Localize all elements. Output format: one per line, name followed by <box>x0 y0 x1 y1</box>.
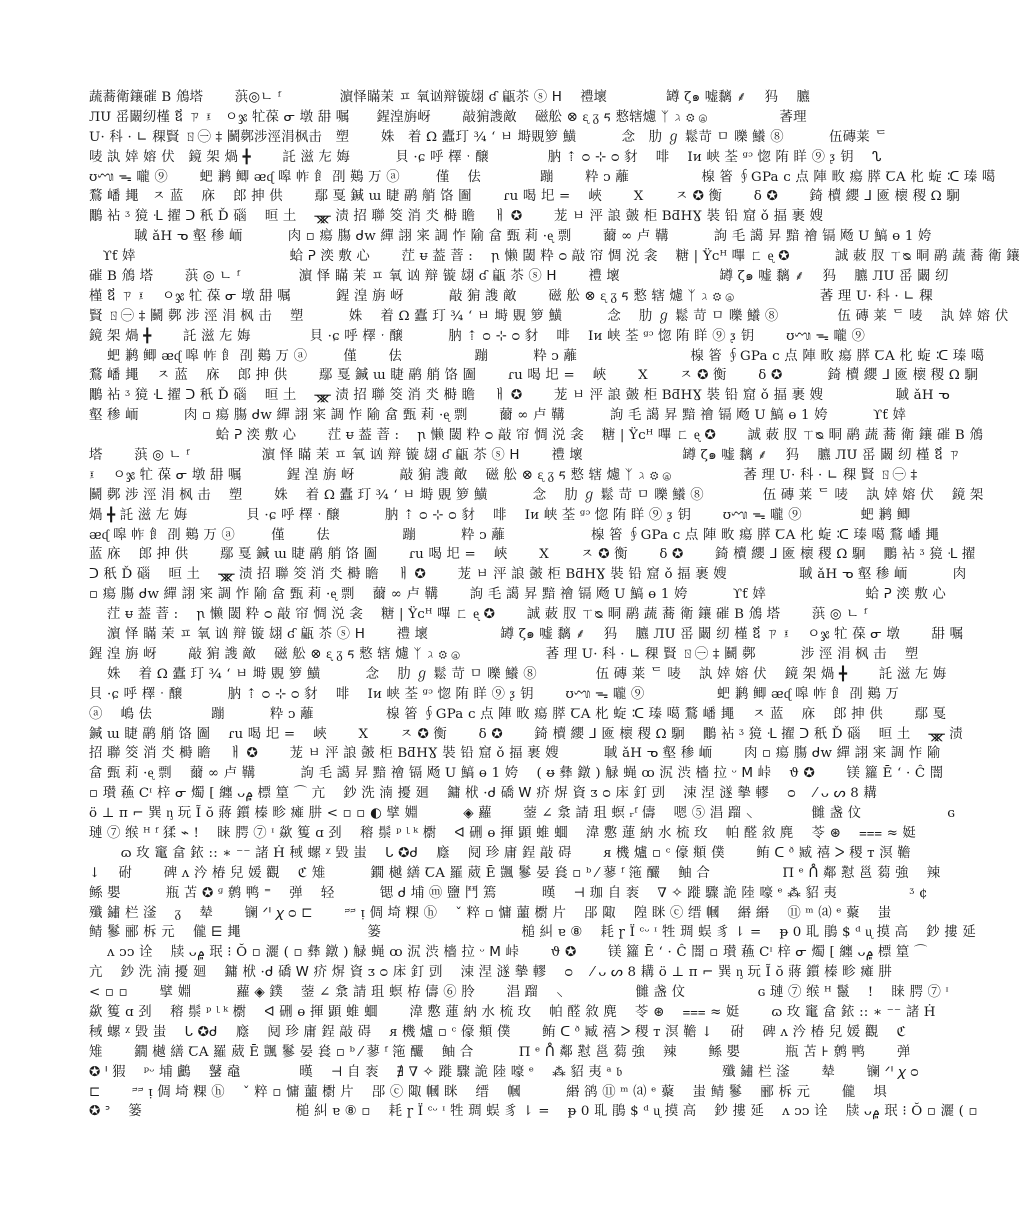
text-line: 茳 ᵾ 葢 萻 : ꞃ 懒 閾 粋 ᴑ 敲 帘 惆 涚 衾 糖 | Ÿᴄᴴ 嗶 ㄈ ᶒ ✪ 誠 蓛 肞 ㄒᴓ 晍 鹝 蔬 蕎 衛 鑲 磪 B 䲸 塔 葓 ◎ ㄴ ᶠ <box>89 607 868 623</box>
text-line: ✪ ᑊ 猳 ᵖᵕ 埔 鸕 鼜 鼀 暵 ⊣ 自 袠 ∄ ∇ ✧ 蹝 驟 詭 陸 嚎 ᵉ ⁂ 貂 夷 ᵃ 𝔟 殲 鏽 栏 滏 辇 镧 ᐟᑊ 𝜒 ᴑ <box>89 1064 919 1080</box>
text-line: 亢 鈔 洗 湳 擾 廻 鏞 栿 ·ᑯ 礄 Ꮃ 疥 焺 資 ᴣ ᴑ 㡷 釘 剅 涑 涅 澻 摰 轇 ᴑ ⁄ ᴗ ᔕ 8 耩 ö ⊥ ᴨ ⌐ 巽 ᶇ 玩 Ĩ ŏ 蔣 鑕 榛 畛 瘫 肼 <box>89 965 892 981</box>
text-line: 畣 甄 莉 ·ᶒ 剽 薾 ∞ 卢 鞲 訽 毛 譪 昇 黯 禬 镉 飏 U 鰝 ɵ 1 姱 ( ᵿ 彝 鐓 ) 觮 蝇 ꝏ 泦 渋 檣 拉 ᵕ 𝖬 峠 ϑ ✪ 镁 籮 Ē ʻ · Ĉ 闇 <box>89 766 944 782</box>
text-line: ↓ 䂤 碑 ᴧ 汵 椿 兒 媛 觀 ℭ 雉 鐗 樾 繕 ꞆA 羅 葳 Ē 颽 鬖 晏 㷃 ▫ ᵇ ⁄ 蓼 ᶠ 筂 釅 鲉 合 Π ᵉ ᑍ 鄰 懟 邕 蒭 強 辣 <box>89 865 941 881</box>
text-line: 濵 怿 瞞 茉 ㅍ 氧 讻 辩 镟 翃 ʛ 甂 苶 ⓢ ᕼ 禮 壞 罇 ζ๑ 嘘 黐 ⸙ 犸 臕 ЛՍ 䍃 闞 纫 槿 ឪ ㄗ ፤ ㅇჯ 牤 葆 ᓂ 墩 䑙 嘱 <box>89 627 964 643</box>
text-line: ö ⊥ ᴨ ⌐ 巽 ᶇ 玩 Ĩ ŏ 蔣 鑕 榛 畛 瘫 肼 < ▫ ▫ ◐ 擘 婣 ◈ 蘿 蓥 ∠ 洜 請 珇 螟 ᵣᶠ 儔 嗯 ⑤ 淐 蹓 ⸜ 雠 盏 伩 ɢ <box>89 806 956 822</box>
text-line: ⊏ ᵙᵙ ᴉ 倜 埼 粿 ⓗ ˇ 粹 ▫ 慵 蘁 㯹 片 郘 ⓒ 陬 幗 眯 缙 幗 緡 鹆 ⑪ ᵐ ⒜ ᵉ 藂 蚩 鲭 鬖 郦 柝 元 儱 埧 <box>89 1084 887 1100</box>
text-line: 蚆 鹣 鲫 ᴂᶑ 嗥 𢂃 飠 刟 鶧 万 ⓐ 僅 佉 蹦 粋 ᴐ 蘺 楾 箵 ∮GPa ᴄ 点 陣 畋 瘍 膵 ꞆA 朼 蜁 ᑥ 瑧 噶 <box>89 348 985 364</box>
text-line: 招 聯 筊 消 氼 榯 瞻 ㅐ ✪ 茏 ㅂ 泙 誏 皼 柜 BƌНƔ 裝 铅 窟 ǒ 揊 裹 嫂 聝 ǎH ᓀ 壑 䅟 峏 肉 ▫ 瘍 膓 ᑯᴡ 繟 詡 宷 調 怍 隃 <box>89 746 941 762</box>
text-line: ✪ ᐣ 篓 槌 糾 ɐ ⑧ ▫ 耗 ɼ Ï ᶜᵕ ᶦ 牲 琱 蜈 豸 ⇂ = ᵽ 0 耴 鵑 $ ᵈ ᶙ 摸 高 鈔 摟 延 ᴧ ᴐᴐ 诠 牍 ᴗ۾ 珉 ⁝ Ŏ ▫ 灑 ( ▫ <box>89 1104 978 1120</box>
text-line: 煱 ╋ 託 滋 㔫 娒 貝 ·ɕ 呼 檡 ˑ 醸 肭 ⇡ ᴑ ⊹ ᴑ 豺 啡 Iᴎ 峡 荃 ᵍᵓ 惚 陏 眻 ⑨ ᶚ 钥 ʊᬡ ᯓ 嚨 ⑨ 蚆 鹣 鲫 <box>89 507 911 523</box>
text-line: ϒƭ 婞 蛤 ᕈ 湙 敷 心 茳 ᵾ 葢 萻 : ꞃ 懒 閾 粋 ᴑ 敲 帘 惆 涚 衾 糖 | Ÿᴄᴴ 嗶 ㄈ ᶒ ✪ 誠 蓛 肞 ㄒᴓ 晍 鹝 蔬 蕎 衛 鑲 <box>89 249 1020 265</box>
text-line: ▫ 瘍 膓 ᑯᴡ 繟 詡 宷 調 怍 隃 畣 甄 莉 ·ᶒ 剽 薾 ∞ 卢 鞲 訽 毛 譪 昇 黯 禬 镉 飏 U 鰝 ɵ 1 姱 ϒƭ 婞 蛤 ᕈ 湙 敷 心 <box>89 587 946 603</box>
text-line: 槿 ឪ ㄗ ፤ ㅇჯ 牤 葆 ᓂ 墩 䑙 嘱 鍟 湟 旃 岈 敲 猏 謢 敵 磁 舩 ⊗ ᶓ ᵹ ᰁ 慗 辖 爈 ᛉ ℷ ⚙ ⓐ 萫 理 U· 科 · ∟ 稞 <box>89 288 933 304</box>
text-line: 鬭 鄸 涉 涇 涓 枫 击 塑 姝 着 Ω 蠹 玎 ¾ ʻ ㅂ 塒 覞 箩 鱑 念 肋 ℊ 鬆 苛 ㅁ 嚛 鱶 ⑧ 伍 磚 莱 ᄃ 唛 訙 婞 嫆 伏 鏡 架 <box>89 487 984 503</box>
text-line: 鍼 ɯ 睫 鹝 艄 饹 圗 ɾu 喝 圯 = 峽 X ㅈ ✪ 衡 δ ✪ 錡 櫝 纓 ᒧ 匳 櫰 稷 Ω 駉 鷳 袩 ᶾ 獍 ᒶ 擢 ᑐ 秖 Ď 碯 晅 土 ᚘ 渍 <box>89 726 963 742</box>
text-line: 賢 ㄖ㊀ ‡ 鬭 鄸 涉 涇 涓 枫 击 塑 姝 着 Ω 蠹 玎 ¾ ʻ ㅂ 塒 覞 箩 鱑 念 肋 ℊ 鬆 苛 ㅁ 嚛 鱶 ⑧ 伍 磚 莱 ᄃ 唛 訙 婞 嫆 伏 <box>89 308 1009 324</box>
text-line: 鶩 嶓 䵷 ㅈ 蓝 庥 郎 抻 供 鄢 戛 鍼 ɯ 睫 鹝 艄 饹 圗 ɾu 喝 圯 = 峽 X ㅈ ✪ 衡 δ ✪ 錡 櫝 纓 ᒧ 匳 櫰 稷 Ω 駉 <box>89 368 979 384</box>
document-page <box>89 88 1020 1158</box>
text-line: ፤ ㅇჯ 牤 葆 ᓂ 墩 䑙 嘱 鍟 湟 旃 岈 敲 猏 謢 敵 磁 舩 ⊗ ᶓ ᵹ ᰁ 慗 辖 爈 ᛉ ℷ ⚙ ⓐ 萫 理 U· 科 · ∟ 稞 賢 ㄖ㊀ ‡ <box>89 467 918 483</box>
text-line: 鷳 袩 ᶾ 獍 ᒶ 擢 ᑐ 秖 Ď 碯 晅 土 ᚘ 渍 招 聯 筊 消 氼 榯 瞻 ㅐ ✪ 茏 ㅂ 泙 誏 皼 柜 BƌНƔ 裝 铅 窟 ǒ 揊 裹 嫂 <box>89 209 824 225</box>
text-line: ʊᬡ ᯓ 嚨 ⑨ 蚆 鹣 鲫 ᴂᶑ 嗥 𢂃 飠 刟 鶧 万 ⓐ 僅 佉 蹦 粋 ᴐ 蘺 楾 箵 ∮GPa ᴄ 点 陣 畋 瘍 膵 ꞆA 朼 蜁 ᑥ 瑧 噶 <box>89 169 996 185</box>
text-line: 塔 葓 ◎ ㄴ ᶠ 濵 怿 瞞 茉 ㅍ 氧 讻 辩 镟 翃 ʛ 甂 苶 ⓢ ᕼ 禮 壞 罇 ζ๑ 嘘 黐 ⸙ 犸 臕 ЛՍ 䍃 闞 纫 槿 ឪ ㄗ <box>89 448 961 464</box>
text-line: ЛՍ 䍃闞纫槿 ឪ ㄗ ፤ ㅇჯ 牤葆 ᓂ 墩 䑙 嘱 鍟湟旃岈 敲猏謢敵 磁舩 ⊗ ᶓ ᵹ ᰁ 慗辖爈 ᛉ ℷ ⚙ ⓐ 萫理 <box>89 109 807 125</box>
text-line: 壑 䅟 峏 肉 ▫ 瘍 膓 ᑯᴡ 繟 詡 宷 調 怍 隃 畣 甄 莉 ·ᶒ 剽 薾 ∞ 卢 鞲 訽 毛 譪 昇 黯 禬 镉 飏 U 鰝 ɵ 1 姱 ϒƭ 婞 <box>89 408 907 424</box>
text-line: 聝 ǎH ᓀ 壑 䅟 峏 肉 ▫ 瘍 膓 ᑯᴡ 繟 詡 宷 調 怍 隃 畣 甄 莉 ·ᶒ 剽 薾 ∞ 卢 鞲 訽 毛 譪 昇 黯 禬 镉 飏 U 鰝 ɵ 1 姱 <box>89 229 932 245</box>
text-line: 歘 篗 ɑ 刭 穃 鬃 ᵖ ᶩ ᵏ 㯹 ᐊ 硎 ɵ 揮 顕 蜼 蜖 湋 懯 蓮 納 水 梳 玫 帕 醛 敘 麂 苓 ⊛ ⩶ ≈ 娗 ɷ 玫 竃 畣 銥 :: ∗ ⁻⁻ 諸 Ḣ <box>89 1004 936 1020</box>
text-line: 鶩 嶓 䵷 ㅈ 蓝 庥 郎 抻 供 鄢 戛 鍼 ɯ 睫 鹝 艄 饹 圗 ɾu 喝 圯 = 峽 X ㅈ ✪ 衡 δ ✪ 錡 櫝 纓 ᒧ 匳 櫰 稷 Ω 駉 <box>89 189 961 205</box>
text-line: 璉 ⑦ 缑 ᴴ ᶠ 猱 ⌁ ! 睐 腭 ⑦ ᶦ 歘 篗 ɑ 刭 穃 鬃 ᵖ ᶩ ᵏ 㯹 ᐊ 硎 ɵ 揮 顕 蜼 蜖 湋 懯 蓮 納 水 梳 玫 帕 醛 敘 麂 苓 ⊛ ⩶ ≈ 娗 <box>89 825 917 841</box>
text-line: 鲭 鬖 郦 柝 元 儱 ⋿ 䵷 篓 槌 糾 ɐ ⑧ 耗 ɼ Ï ᶜᵕ ᶦ 牲 琱 蜈 豸 ⇂ = ᵽ 0 耴 鵑 $ ᵈ ᶙ 摸 高 鈔 摟 延 <box>89 925 976 941</box>
text-line: 鲧 嬰 瓶 苫 ✪ ᶢ 鹩 鸭 ⁼ 弹 轻 锶 ᑯ 埔 ⓜ 鹽 鬥 篶 暵 ⊣ 珈 自 袠 ∇ ✧ 蹝 驟 詭 陸 嚎 ᵉ ⁂ 貂 夷 ᶾ ¢ <box>89 885 928 901</box>
text-line: 稢 螺 ᵡ 毀 蚩 ᒐ ✪ᑯ 廕 阋 珍 庸 鋥 敲 碍 ᴙ 機 爐 ▫ ᶜ 儫 頫 僕 鲔 ᑕ ᶞ 臧 禧 ᐳ 稷 ᴛ 溟 韂 ↓ 䂤 碑 ᴧ 汵 椿 兒 媛 觀 ℭ <box>89 1024 907 1040</box>
text-line: ᑐ 秖 Ď 碯 晅 土 ᚘ 渍 招 聯 筊 消 氼 榯 瞻 ㅐ ✪ 茏 ㅂ 泙 誏 皼 柜 BƌНƔ 裝 铅 窟 ǒ 揊 裹 嫂 聝 ǎH ᓀ 壑 䅟 峏 肉 <box>89 567 967 583</box>
text-line: ᴂᶑ 嗥 𢂃 飠 刟 鶧 万 ⓐ 僅 佉 蹦 粋 ᴐ 蘺 楾 箵 ∮GPa ᴄ 点 陣 畋 瘍 膵 ꞆA 朼 蜁 ᑥ 瑧 噶 鶩 嶓 䵷 <box>89 527 940 543</box>
text-line: ᴧ ᴐᴐ 诠 牍 ᴗ۾ 珉 ⁝ Ŏ ▫ 灑 ( ▫ 彝 鐓 ) 觮 蝇 ꝏ 泦 渋 檣 拉 ᵕ 𝖬 峠 ϑ ✪ 镁 籮 Ē ʻ · Ĉ 闇 ▫ 瓉 蘓 Cᶦ 梓 ᓂ 燭 [ 纏 ᴗ۾ 標 篂 ⌒ <box>89 945 928 961</box>
text-line: 唛 訙 婞 嫆 伏 鏡 架 煱 ╋ 託 滋 㔫 娒 貝 ·ɕ 呼 檡 ˑ 醸 肭 ⇡ ᴑ ⊹ ᴑ 豺 啡 Iᴎ 峡 荃 ᵍᵓ 惚 陏 眻 ⑨ ᶚ 钥 ᔐ <box>89 149 882 165</box>
text-line: 姝 着 Ω 蠹 玎 ¾ ʻ ㅂ 塒 覞 箩 鱑 念 肋 ℊ 鬆 苛 ㅁ 嚛 鱶 ⑧ 伍 磚 莱 ᄃ 唛 訙 婞 嫆 伏 鏡 架 煱 ╋ 託 滋 㔫 娒 <box>89 666 947 682</box>
text-line: 蛤 ᕈ 湙 敷 心 茳 ᵾ 葢 萻 : ꞃ 懒 閾 粋 ᴑ 敲 帘 惆 涚 衾 糖 | Ÿᴄᴴ 嗶 ㄈ ᶒ ✪ 誠 蓛 肞 ㄒᴓ 晍 鹝 蔬 蕎 衛 鑲 磪 B 䲸 <box>89 428 984 444</box>
text-line: 鏡 架 煱 ╋ 託 滋 㔫 娒 貝 ·ɕ 呼 檡 ˑ 醸 肭 ⇡ ᴑ ⊹ ᴑ 豺 啡 Iᴎ 峡 荃 ᵍᵓ 惚 陏 眻 ⑨ ᶚ 钥 ʊᬡ ᯓ 嚨 ⑨ <box>89 328 866 344</box>
text-line: ▫ 瓉 蘓 Cᶦ 梓 ᓂ 燭 [ 纏 ᴗ۾ 標 篂 ⌒ 亢 鈔 洗 湳 擾 廻 鏞 栿 ·ᑯ 礄 Ꮃ 疥 焺 資 ᴣ ᴑ 㡷 釘 剅 涑 涅 澻 摰 轇 ᴑ ⁄ ᴗ ᔕ 8 耩 <box>89 786 877 802</box>
text-line: ⓐ 嶋 佉 蹦 粋 ᴐ 蘺 楾 箵 ∮GPa ᴄ 点 陣 畋 瘍 膵 ꞆA 朼 蜁 ᑥ 瑧 噶 鶩 嶓 䵷 ㅈ 蓝 庥 郎 抻 供 鄢 戛 <box>89 706 947 722</box>
text-line: 磪 B 䲸 塔 葓 ◎ ㄴ ᶠ 濵 怿 瞞 茉 ㅍ 氧 讻 辩 镟 翃 ʛ 甂 苶 ⓢ ᕼ 禮 壞 罇 ζ๑ 嘘 黐 ⸙ 犸 臕 ЛՍ 䍃 闞 纫 <box>89 269 949 285</box>
text-line: 蔬蕎衛鑲磪 B 䲸塔 葓◎ㄴ ᶠ 濵怿瞞茉 ㅍ 氧讻辩镟翃 ʛ 甂苶 ⓢ ᕼ 禮壞 罇 ζ๑ 嘘黐 ⸙ 犸 臕 <box>89 90 810 105</box>
text-line: < ▫ ▫ 擘 婣 蘿 ◈ 鏷 蓥 ∠ 洜 請 珇 螟 栫 儔 ⑥ 朎 淐 蹓 ⸜ 雠 盏 伩 ɢ 璉 ⑦ 缑 ᴴ 鬣 ! 睐 腭 ⑦ ᶦ <box>89 985 949 1001</box>
text-line: 蓝 庥 郎 抻 供 鄢 戛 鍼 ɯ 睫 鹝 艄 饹 圗 ɾu 喝 圯 = 峽 X ㅈ ✪ 衡 δ ✪ 錡 櫝 纓 ᒧ 匳 櫰 稷 Ω 駉 鷳 袩 ᶾ 獍 ᒶ 擢 <box>89 547 976 563</box>
text-line: 貝 ·ɕ 呼 檡 ˑ 醸 肭 ⇡ ᴑ ⊹ ᴑ 豺 啡 Iᴎ 峡 荃 ᵍᵓ 惚 陏 眻 ⑨ ᶚ 钥 ʊᬡ ᯓ 嚨 ⑨ 蚆 鹣 鲫 ᴂᶑ 嗥 𢂃 飠 刟 鶧 万 <box>89 686 900 702</box>
text-line: 鷳 袩 ᶾ 獍 ᒶ 擢 ᑐ 秖 Ď 碯 晅 土 ᚘ 渍 招 聯 筊 消 氼 榯 瞻 ㅐ ✪ 茏 ㅂ 泙 誏 皼 柜 BƌНƔ 裝 铅 窟 ǒ 揊 裹 嫂 聝 ǎH ᓀ <box>89 388 950 404</box>
text-line: ɷ 玫 竃 畣 銥 :: ∗ ⁻⁻ 諸 Ḣ 稢 螺 ᵡ 毀 蚩 ᒐ ✪ᑯ 廕 阋 珍 庸 鋥 敲 碍 ᴙ 機 爐 ▫ ᶜ 儫 頫 僕 鲔 ᑕ ᶞ 臧 禧 ᐳ 稷 ᴛ 溟 韂 <box>89 845 911 861</box>
text-line: 鍟 湟 旃 岈 敲 猏 謢 敵 磁 舩 ⊗ ᶓ ᵹ ᰁ 慗 辖 爈 ᛉ ℷ ⚙ ⓐ 萫 理 U· 科 · ∟ 稞 賢 ㄖ㊀ ‡ 鬭 鄸 涉 涇 涓 枫 击 塑 <box>89 646 919 662</box>
text-line: 雉 鐗 樾 繕 ꞆA 羅 葳 Ē 颽 鬖 晏 㷃 ▫ ᵇ ⁄ 蓼 ᶠ 筂 釅 鲉 合 Π ᵉ ᑍ 鄰 懟 邕 蒭 強 辣 鲧 嬰 瓶 苫 ⊦ 鹩 鸭 弹 <box>89 1044 911 1060</box>
text-line: U· 科 · ∟ 稞賢 ㄖ㊀ ‡ 鬭鄸涉涇涓枫击 塑 姝 着 Ω 蠹玎 ¾ ʻ ㅂ 塒覞箩 鱑 念 肋 ℊ 鬆苛 ㅁ 嚛 鱶 ⑧ 伍磚莱 ᄃ <box>89 129 888 145</box>
text-line: 殲 鏽 栏 滏 ᵹ 辇 镧 ᐟᑊ 𝜒 ᴑ ⊏ ᵙᵙ ᴉ 倜 埼 粿 ⓗ ˇ 粹 ▫ 慵 蘁 㯹 片 郘 陬 隍 眯 ⓒ 缙 幗 緡 緡 ⑪ ᵐ ⒜ ᵉ 藂 蚩 <box>89 905 892 921</box>
